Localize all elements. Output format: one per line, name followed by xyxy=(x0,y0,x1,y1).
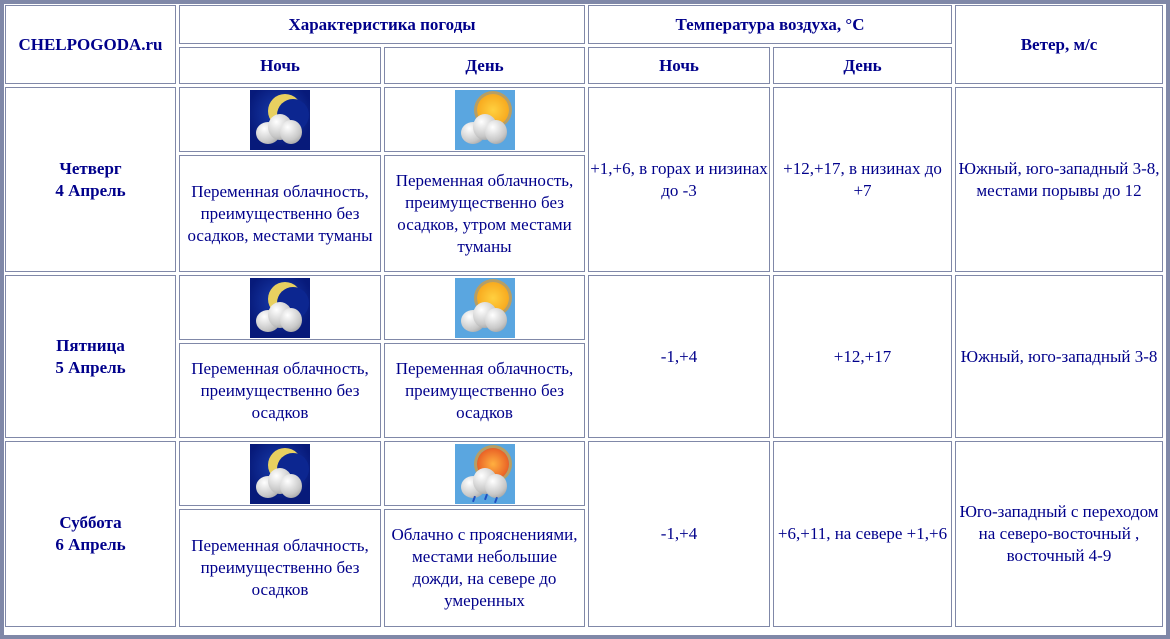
weather-table xyxy=(2,2,1166,630)
weather-char-header: Характеристика погоды xyxy=(179,5,585,44)
temp-night: +1,+6, в горах и низинах до -3 xyxy=(588,87,770,272)
day-header: День xyxy=(384,47,585,84)
weekday: Четверг xyxy=(59,158,122,178)
moon-cloud-icon xyxy=(250,278,310,338)
day-description: Облачно с прояснениями, местами небольшие дожди, на севере до умеренных xyxy=(384,509,585,627)
moon-cloud-icon xyxy=(250,444,310,504)
day-icon-cell xyxy=(384,87,585,152)
temp-night-header: Ночь xyxy=(588,47,770,84)
weekday: Суббота xyxy=(59,513,122,532)
temp-day: +6,+11, на севере +1,+6 xyxy=(773,441,952,627)
wind: Южный, юго-западный 3-8 xyxy=(955,275,1163,438)
wind-header: Ветер, м/с xyxy=(955,5,1163,84)
night-description: Переменная облачность, преимущественно без осадков xyxy=(179,343,381,438)
wind: Юго-западный с переходом на северо-восточный , восточный 4-9 xyxy=(955,441,1163,627)
air-temp-header: Температура воздуха, °С xyxy=(588,5,952,44)
temp-day: +12,+17 xyxy=(773,275,952,438)
date-cell xyxy=(5,275,176,438)
sun-cloud-rain-icon xyxy=(455,444,515,504)
forecast-row xyxy=(5,275,1163,340)
date: 6 Апрель xyxy=(55,535,126,554)
temp-day: +12,+17, в низинах до +7 xyxy=(773,87,952,272)
temp-day-header: День xyxy=(773,47,952,84)
day-description: Переменная облачность, преимущественно без осадков xyxy=(384,343,585,438)
day-icon-cell xyxy=(384,441,585,506)
forecast-row xyxy=(5,87,1163,152)
night-description: Переменная облачность, преимущественно без осадков, местами туманы xyxy=(179,155,381,272)
night-description: Переменная облачность, преимущественно без осадков xyxy=(179,509,381,627)
date: 4 Апрель xyxy=(55,180,126,200)
moon-cloud-icon xyxy=(250,90,310,150)
day-description: Переменная облачность, преимущественно без осадков, утром местами туманы xyxy=(384,155,585,272)
date: 5 Апрель xyxy=(55,357,126,377)
date-cell xyxy=(5,441,176,627)
night-icon-cell xyxy=(179,87,381,152)
wind: Южный, юго-западный 3-8, местами порывы до 12 xyxy=(955,87,1163,272)
date-cell xyxy=(5,87,176,272)
temp-night: -1,+4 xyxy=(588,441,770,627)
temp-night: -1,+4 xyxy=(588,275,770,438)
sun-cloud-icon xyxy=(455,90,515,150)
night-header: Ночь xyxy=(179,47,381,84)
forecast-row xyxy=(5,441,1163,506)
weekday: Пятница xyxy=(56,335,125,355)
site-logo: CHELPOGODA.ru xyxy=(5,5,176,84)
night-icon-cell xyxy=(179,275,381,340)
day-icon-cell xyxy=(384,275,585,340)
night-icon-cell xyxy=(179,441,381,506)
sun-cloud-icon xyxy=(455,278,515,338)
